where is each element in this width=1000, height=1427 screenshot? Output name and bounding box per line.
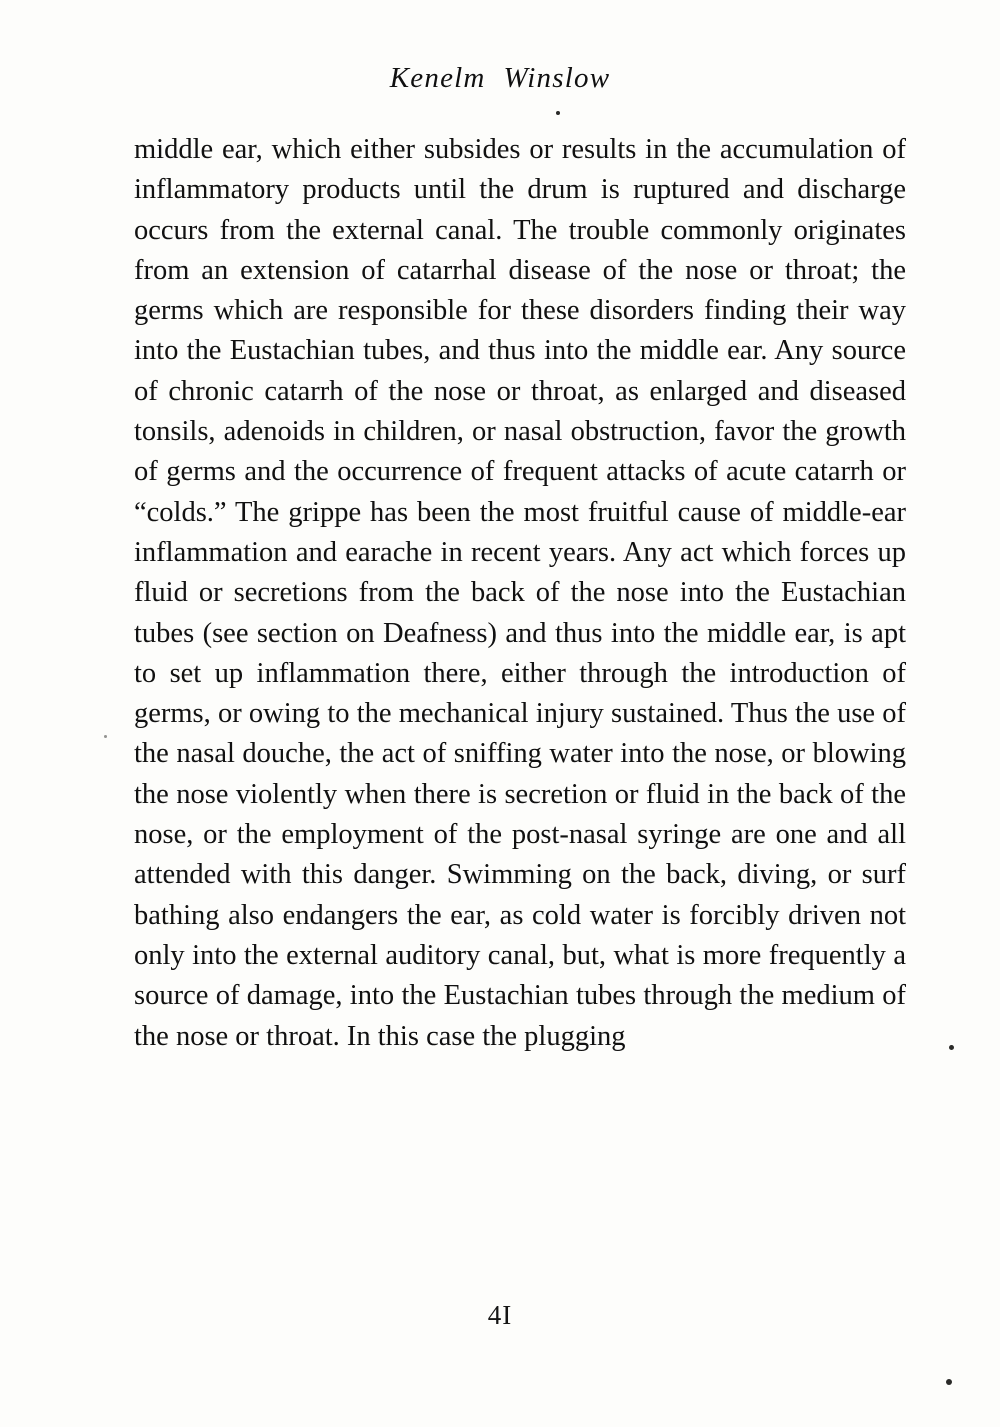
page-speck xyxy=(949,1045,954,1050)
body-text-block xyxy=(134,130,906,1057)
running-head xyxy=(0,62,1000,95)
page-speck xyxy=(556,111,560,115)
page-number: 4I xyxy=(487,1300,513,1330)
page-speck xyxy=(104,735,107,738)
page-speck xyxy=(946,1379,952,1385)
body-paragraph: middle ear, which either subsides or results in the accumulation of inflammatory products until the drum is ruptured and discharge occurs from the external canal. The trouble commonly originates from an extension of catarrhal disease of the nose or throat; the germs which are responsible for these disorders finding their way into the Eustachian tubes, and thus into the middle ear. Any source of chronic catarrh of the nose or throat, as enlarged and diseased tonsils, adenoids in children, or nasal obstruction, favor the growth of germs and the occurrence of frequent attacks of acute catarrh or “colds.” The grippe has been the most fruitful cause of middle-ear inflammation and earache in recent years. Any act which forces up fluid or secretions from the back of the nose into the Eustachian tubes (see section on Deafness) and thus into the middle ear, is apt to set up inflammation there, either through the introduction of germs, or owing to the mechanical injury sustained. Thus the use of the nasal douche, the act of sniffing water into the nose, or blowing the nose violently when there is secretion or fluid in the back of the nose, or the employment of the post-nasal syringe are one and all attended with this danger. Swimming on the back, diving, or surf bathing also endangers the ear, as cold water is forcibly driven not only into the external auditory canal, but, what is more frequently a source of damage, into the Eustachian tubes through the medium of the nose or throat. In this case the plugging xyxy=(134,134,906,1052)
running-head-author-first: Kenelm xyxy=(389,62,486,94)
running-head-author-last: Winslow xyxy=(503,62,611,94)
